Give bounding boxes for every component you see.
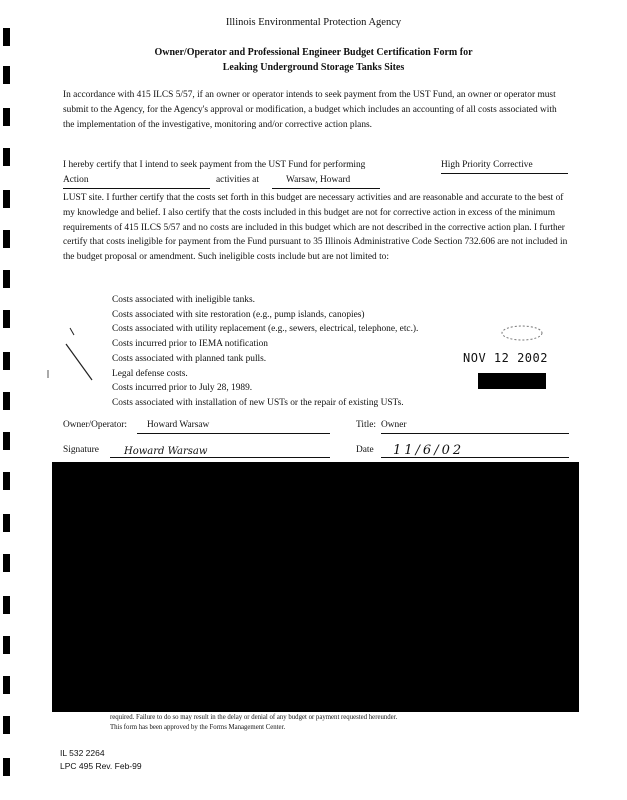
activity-value-part1: High Priority Corrective: [441, 160, 533, 170]
list-item: Costs incurred prior to IEMA notification: [112, 339, 268, 350]
date-value: 11/6/02: [393, 443, 465, 458]
footnote-line1: required. Failure to do so may result in the delay or denial of any budget or payment requested hereunder.: [110, 714, 398, 721]
owner-field: [137, 420, 330, 434]
received-stamp-mark: [498, 323, 548, 343]
date-label: Date: [356, 445, 374, 455]
form-id: [60, 747, 142, 773]
list-item: Costs associated with site restoration (e.g., pump islands, canopies): [112, 309, 365, 320]
form-title-line1: Owner/Operator and Professional Engineer Budget Certification Form for: [154, 47, 473, 58]
binder-mark: [3, 28, 10, 46]
binder-mark: [3, 270, 10, 288]
certify-prefix: I hereby certify that I intend to seek payment from the UST Fund for performing: [63, 160, 366, 170]
form-title-line2: Leaking Underground Storage Tanks Sites: [222, 62, 405, 73]
binder-mark: [3, 554, 10, 572]
signature-label: Signature: [63, 445, 99, 455]
date-field: [381, 441, 569, 458]
binder-mark: [3, 148, 10, 166]
list-item: Costs associated with installation of new USTs or the repair of existing USTs.: [112, 397, 404, 408]
binder-mark: [3, 676, 10, 694]
binder-mark: [3, 472, 10, 490]
title-field: [381, 420, 569, 434]
activities-at-label: activities at: [216, 175, 259, 185]
binder-mark: [3, 108, 10, 126]
redaction-bar: [478, 373, 546, 389]
form-id-line1: IL 532 2264: [60, 748, 105, 758]
list-item: Costs associated with planned tank pulls.: [112, 353, 267, 364]
binder-mark: [3, 716, 10, 734]
list-item: Costs incurred prior to July 28, 1989.: [112, 383, 253, 394]
binder-mark: [3, 392, 10, 410]
binder-mark: [3, 352, 10, 370]
ineligible-costs-list: [112, 293, 418, 411]
binder-mark: [3, 636, 10, 654]
binder-mark: [3, 230, 10, 248]
signature-value: Howard Warsaw: [124, 446, 208, 457]
form-title: [0, 45, 627, 75]
binder-mark: [3, 758, 10, 776]
list-item: Costs associated with ineligible tanks.: [112, 295, 255, 305]
pen-marks: [40, 322, 100, 384]
intro-paragraph: In accordance with 415 ILCS 5/57, if an owner or operator intends to seek payment from the UST Fund, an owner or operator must submit to the Agency, for the Agency's approval or modification, a budget which includes an accounting of all costs associated with the implementation of the investigative, monitoring and/or corrective action plans.: [63, 90, 557, 130]
title-value: Owner: [381, 420, 407, 430]
binder-mark: [3, 310, 10, 328]
site-name-value: Warsaw, Howard: [286, 175, 351, 185]
owner-label: Owner/Operator:: [63, 420, 128, 430]
site-name-field: [272, 175, 380, 189]
binder-mark: [3, 190, 10, 208]
title-label: Title:: [356, 420, 376, 430]
activity-value-part2: Action: [63, 175, 89, 185]
list-item: Legal defense costs.: [112, 368, 188, 379]
agency-header: Illinois Environmental Protection Agency: [225, 17, 402, 28]
activity-field-part2: [63, 175, 210, 189]
binder-mark: [3, 596, 10, 614]
redaction-block: [52, 462, 579, 712]
form-id-line2: LPC 495 Rev. Feb-99: [60, 761, 142, 771]
owner-value: Howard Warsaw: [147, 420, 210, 430]
activity-field-part1: [441, 160, 568, 174]
footnote: [110, 713, 397, 733]
binder-mark: [3, 432, 10, 450]
certification-paragraph: LUST site. I further certify that the costs set forth in this budget are necessary activities and are reasonable and accurate to the best of my knowledge and belief. I also certify that the costs included in this budget are not for corrective action in excess of the minimum requirements of 415 ILCS 5/57 and no costs are included in this budget which are not described in the corrective action plan. I further certify that costs ineligible for payment from the Fund pursuant to 35 Illinois Administrative Code Section 732.606 are not included in the budget proposal or amendment. Such ineligible costs include but are not limited to:: [63, 193, 568, 263]
list-item: Costs associated with utility replacement (e.g., sewers, electrical, telephone, etc.).: [112, 324, 419, 335]
signature-field: [110, 441, 330, 458]
received-date-stamp: NOV 12 2002: [463, 351, 548, 365]
footnote-line2: This form has been approved by the Forms Management Center.: [110, 724, 286, 731]
binder-mark: [3, 514, 10, 532]
